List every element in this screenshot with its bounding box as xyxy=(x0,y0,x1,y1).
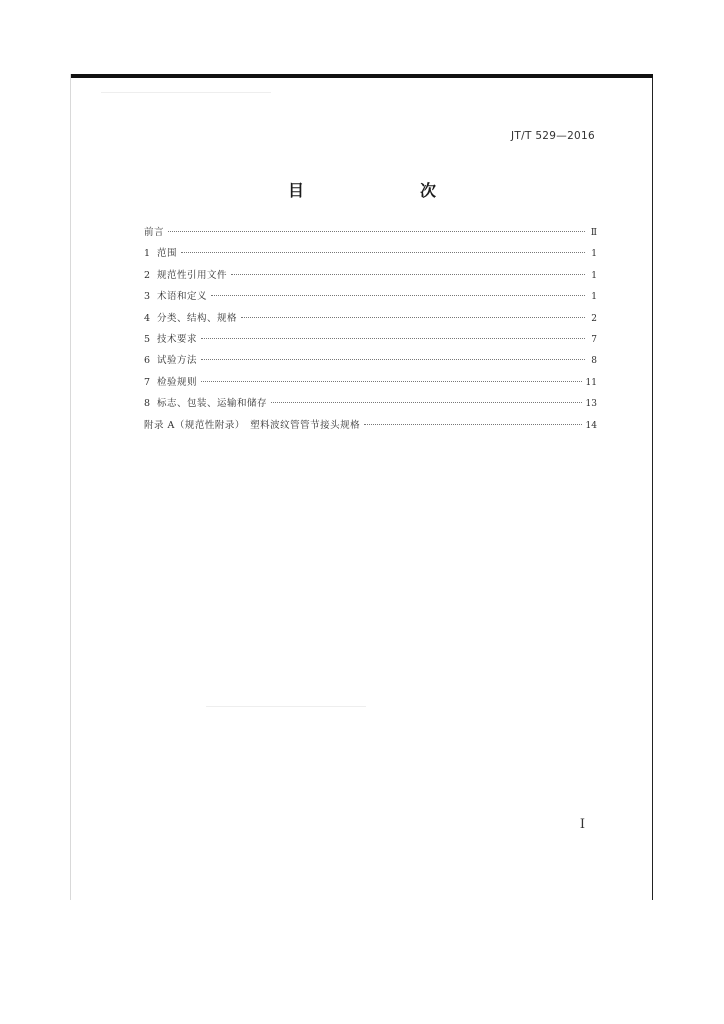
toc-entry-number: 2 xyxy=(144,269,151,281)
toc-entry-number: 4 xyxy=(144,312,151,324)
page-number: Ⅰ xyxy=(579,817,585,832)
scan-artifact-line xyxy=(101,92,271,93)
toc-entry-number: 1 xyxy=(144,248,151,260)
toc-entry-number: 7 xyxy=(144,376,151,388)
toc-entry-normative-references[interactable] xyxy=(144,267,597,288)
scan-artifact-line xyxy=(206,706,366,707)
toc-entry-label: 检验规则 xyxy=(157,376,198,388)
document-page xyxy=(70,74,653,900)
toc-entry-label: 技术要求 xyxy=(157,333,198,345)
dot-leader xyxy=(201,338,585,339)
dot-leader xyxy=(201,359,585,360)
toc-entry-number: 3 xyxy=(144,291,151,303)
toc-entry-label: 试验方法 xyxy=(157,355,198,367)
toc-entry-page: 8 xyxy=(591,356,597,367)
toc-entry-page: 1 xyxy=(591,270,597,281)
toc-entry-page: Ⅱ xyxy=(590,228,597,238)
dot-leader xyxy=(231,274,585,275)
dot-leader xyxy=(168,231,585,232)
standard-number: JT/T 529—2016 xyxy=(511,130,595,142)
toc-entry-label: 前言 xyxy=(144,227,165,238)
toc-entry-annex-a[interactable] xyxy=(144,417,597,438)
toc-entry-scope[interactable] xyxy=(144,245,597,266)
toc-entry-label: 标志、包装、运输和储存 xyxy=(157,398,268,410)
toc-entry-classification[interactable] xyxy=(144,310,597,331)
toc-entry-marking-packaging[interactable] xyxy=(144,395,597,416)
toc-entry-requirements[interactable] xyxy=(144,331,597,352)
right-border-edge xyxy=(652,78,653,900)
toc-entry-page: 14 xyxy=(585,420,597,431)
dot-leader xyxy=(364,424,581,425)
page-title: 目 次 xyxy=(287,181,464,200)
toc-entry-number: 5 xyxy=(144,333,151,345)
toc-entry-label: 附录 A（规范性附录） 塑料波纹管管节接头规格 xyxy=(144,419,361,431)
toc-entry-inspection-rules[interactable] xyxy=(144,374,597,395)
dot-leader xyxy=(201,381,582,382)
toc-entry-foreword[interactable] xyxy=(144,224,597,245)
dot-leader xyxy=(211,295,585,296)
toc-entry-label: 分类、结构、规格 xyxy=(157,312,238,324)
toc-entry-page: 1 xyxy=(591,292,597,303)
toc-entry-label: 规范性引用文件 xyxy=(157,269,228,281)
toc-entry-label: 术语和定义 xyxy=(157,291,208,303)
toc-entry-page: 1 xyxy=(591,249,597,260)
top-border-rule xyxy=(71,74,653,78)
toc-entry-test-methods[interactable] xyxy=(144,352,597,373)
toc-entry-number: 8 xyxy=(144,398,151,410)
toc-entry-page: 7 xyxy=(591,334,597,345)
dot-leader xyxy=(241,317,585,318)
toc-entry-label: 范围 xyxy=(157,248,178,260)
toc-entry-page: 13 xyxy=(585,399,597,410)
toc-entry-page: 11 xyxy=(585,377,597,388)
toc-entry-page: 2 xyxy=(591,313,597,324)
table-of-contents xyxy=(144,224,597,438)
toc-entry-terms[interactable] xyxy=(144,288,597,309)
dot-leader xyxy=(271,402,582,403)
dot-leader xyxy=(181,252,585,253)
toc-entry-number: 6 xyxy=(144,355,151,367)
